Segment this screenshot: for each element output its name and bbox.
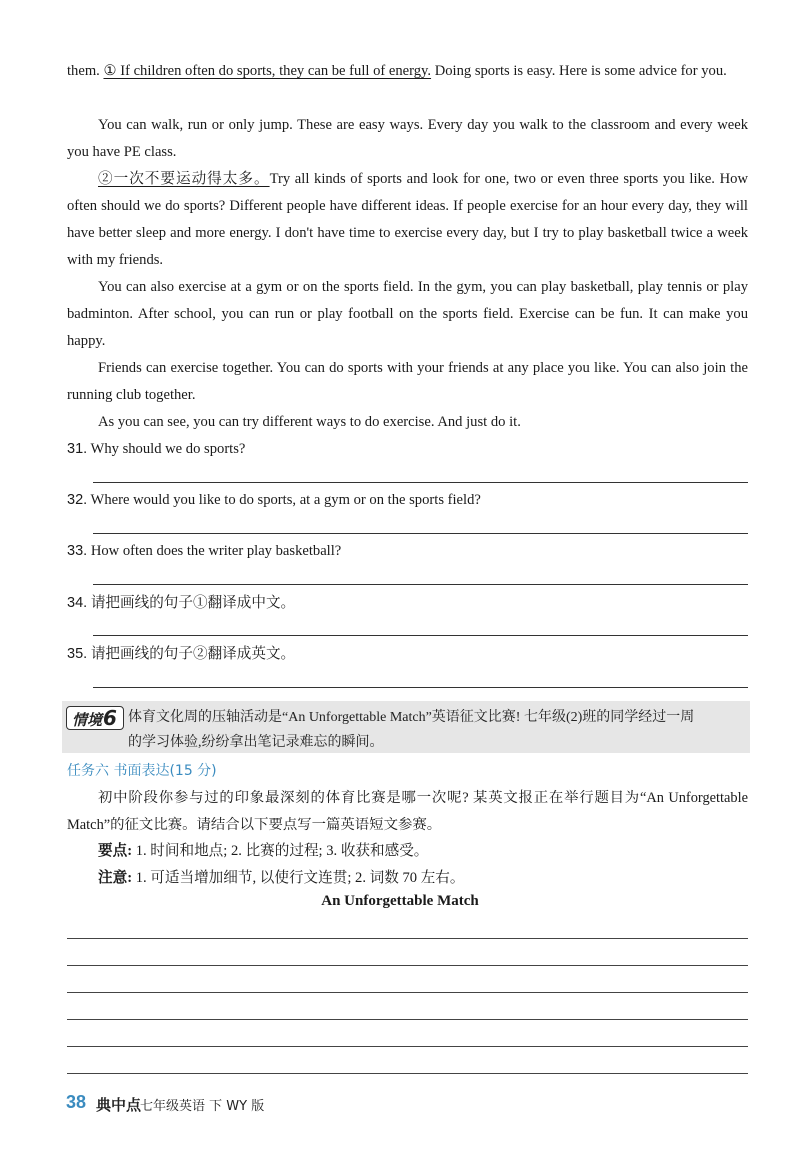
passage-paragraph-4: You can also exercise at a gym or on the sports field. In the gym, you can play basketball, play tennis or play badminton. After school, you can run or play football on the sports field. Exercise can be fun. It can make you happy. — [67, 279, 748, 349]
writing-line[interactable] — [67, 938, 748, 939]
passage-paragraph-6: As you can see, you can try different ways to do exercise. And just do it. — [98, 414, 521, 430]
passage-paragraph-3 — [67, 166, 748, 274]
answer-line-35[interactable] — [93, 687, 748, 688]
underlined-sentence-1: ① If children often do sports, they can be full of energy. — [103, 63, 432, 79]
question-number: 31. — [67, 441, 88, 457]
passage-paragraph-5: Friends can exercise together. You can do sports with your friends at any place you like. You can also join the running club together. — [67, 360, 748, 403]
writing-line[interactable] — [67, 1046, 748, 1047]
badge-number: 6 — [103, 706, 117, 730]
question-text: 请把画线的句子①翻译成中文。 — [87, 595, 296, 611]
question-number: 35. — [67, 646, 88, 662]
scenario-text-line-1: 体育文化周的压轴活动是“An Unforgettable Match”英语征文比赛! 七年级(2)班的同学经过一周 — [128, 710, 695, 725]
writing-line[interactable] — [67, 1073, 748, 1074]
task-notes — [98, 868, 748, 888]
page-number: 38 — [66, 1092, 87, 1112]
question-33 — [67, 541, 748, 561]
passage-paragraph-2: You can walk, run or only jump. These are easy ways. Every day you walk to the classroom and every week you have PE class. — [67, 117, 748, 160]
answer-line-34[interactable] — [93, 635, 748, 636]
writing-line[interactable] — [67, 1019, 748, 1020]
essay-title: An Unforgettable Match — [321, 893, 479, 909]
points-label: 要点: — [98, 843, 133, 859]
p3-rest: Try all kinds of sports and look for one, two or even three sports you like. How often should we do sports? Different people have different ideas. If people exercise for an hour every day, they will have better sleep and more energy. I don't have time to exercise every day, but I try to play basketball twice a week with my friends. — [67, 171, 748, 268]
question-31 — [67, 439, 748, 459]
question-34 — [67, 593, 748, 613]
underlined-sentence-2: ②一次不要运动得太多。 — [98, 171, 270, 187]
question-number: 34. — [67, 595, 88, 611]
p1-lead: them. — [67, 63, 104, 79]
notes-label: 注意: — [98, 870, 133, 886]
writing-line[interactable] — [67, 965, 748, 966]
question-32 — [67, 490, 748, 510]
question-number: 32. — [67, 492, 88, 508]
book-title: 七年级英语 下 WY 版 — [140, 1099, 265, 1114]
answer-line-33[interactable] — [93, 584, 748, 585]
badge-label: 情境 — [72, 711, 103, 729]
answer-line-32[interactable] — [93, 533, 748, 534]
task-title: 任务六 书面表达(15 分) — [67, 763, 217, 779]
task-points — [98, 841, 748, 861]
answer-line-31[interactable] — [93, 482, 748, 483]
points-text: 1. 时间和地点; 2. 比赛的过程; 3. 收获和感受。 — [132, 843, 429, 859]
task-prompt: 初中阶段你参与过的印象最深刻的体育比赛是哪一次呢? 某英文报正在举行题目为“An Unforgettable Match”的征文比赛。请结合以下要点写一篇英语短文参赛。 — [67, 790, 748, 833]
writing-line[interactable] — [67, 992, 748, 993]
question-number: 33. — [67, 543, 88, 559]
scenario-box — [62, 701, 750, 753]
question-text: Where would you like to do sports, at a gym or on the sports field? — [87, 492, 481, 508]
notes-text: 1. 可适当增加细节, 以使行文连贯; 2. 词数 70 左右。 — [132, 870, 465, 886]
passage-paragraph-1 — [67, 58, 748, 85]
scenario-badge — [66, 706, 124, 730]
question-text: Why should we do sports? — [87, 441, 246, 457]
question-text: 请把画线的句子②翻译成英文。 — [87, 646, 296, 662]
question-35 — [67, 644, 748, 664]
publisher-logo: 典中点 — [96, 1096, 142, 1114]
p1-rest: Doing sports is easy. Here is some advice for you. — [431, 63, 727, 79]
question-text: How often does the writer play basketball? — [87, 543, 342, 559]
scenario-text-line-2: 的学习体验,纷纷拿出笔记录难忘的瞬间。 — [128, 735, 384, 750]
